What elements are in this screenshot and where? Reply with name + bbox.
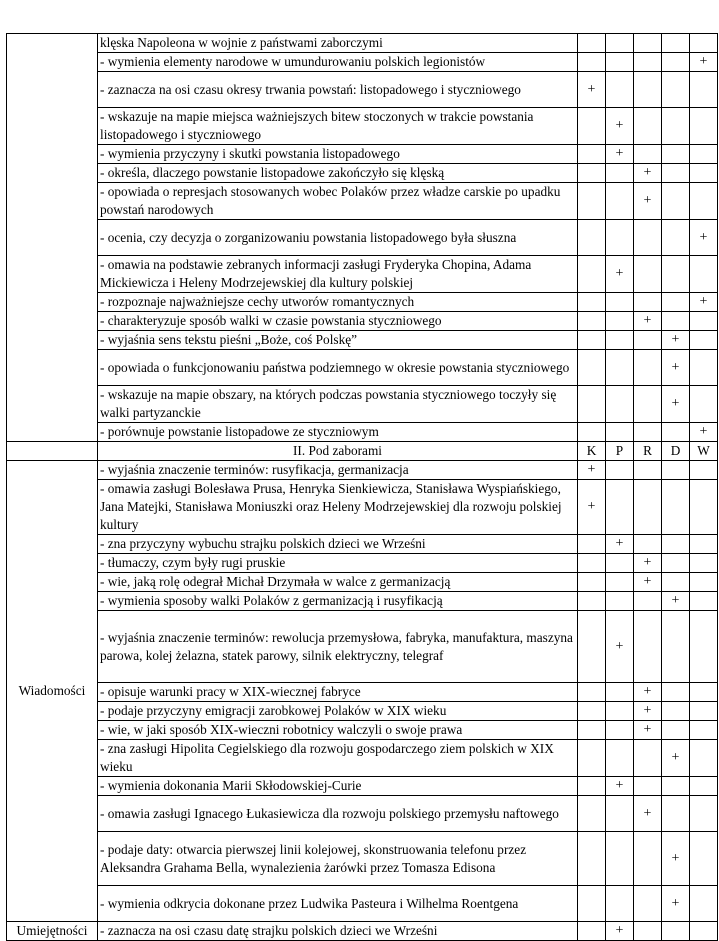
table-row <box>7 535 718 554</box>
level-mark-R <box>634 331 662 350</box>
level-mark-P: + <box>606 256 634 293</box>
level-mark-D <box>662 72 690 108</box>
table-row <box>7 350 718 386</box>
level-mark-K <box>578 183 606 220</box>
level-mark-D <box>662 423 690 442</box>
level-mark-P <box>606 573 634 592</box>
table-row <box>7 480 718 535</box>
category-umiejetnosci: Umiejętności <box>7 922 98 941</box>
requirement-text: - omawia zasługi Bolesława Prusa, Henryka Sienkiewicza, Stanisława Wyspiańskiego, Jana Matejki, Stanisława Moniuszki oraz Heleny Modrzejewskiej dla rozwoju polskiej kultury <box>98 480 578 535</box>
requirement-text: - opisuje warunki pracy w XIX-wiecznej fabryce <box>98 683 578 702</box>
level-mark-W: + <box>690 423 718 442</box>
level-mark-R <box>634 34 662 53</box>
level-mark-K <box>578 535 606 554</box>
table-row <box>7 423 718 442</box>
requirement-text: - rozpoznaje najważniejsze cechy utworów romantycznych <box>98 293 578 312</box>
table-row <box>7 183 718 220</box>
requirement-text: - podaje przyczyny emigracji zarobkowej Polaków w XIX wieku <box>98 702 578 721</box>
level-mark-K <box>578 886 606 922</box>
column-header-K: K <box>578 442 606 461</box>
level-mark-D <box>662 108 690 145</box>
table-row <box>7 312 718 331</box>
level-mark-W <box>690 34 718 53</box>
level-mark-P: + <box>606 611 634 683</box>
requirement-text: - wymienia sposoby walki Polaków z germanizacją i rusyfikacją <box>98 592 578 611</box>
level-mark-W <box>690 256 718 293</box>
level-mark-K <box>578 293 606 312</box>
level-mark-W <box>690 740 718 777</box>
requirement-text: - wskazuje na mapie obszary, na których podczas powstania styczniowego toczyły się walki partyzanckie <box>98 386 578 423</box>
level-mark-W <box>690 611 718 683</box>
level-mark-P: + <box>606 777 634 796</box>
table-row <box>7 331 718 350</box>
requirement-text: - opowiada o represjach stosowanych wobec Polaków przez władze carskie po upadku powstań narodowych <box>98 183 578 220</box>
level-mark-K <box>578 922 606 941</box>
level-mark-W <box>690 721 718 740</box>
level-mark-K <box>578 386 606 423</box>
level-mark-W <box>690 164 718 183</box>
level-mark-P <box>606 34 634 53</box>
level-mark-K: + <box>578 72 606 108</box>
level-mark-R <box>634 535 662 554</box>
level-mark-R <box>634 108 662 145</box>
level-mark-W <box>690 702 718 721</box>
table-row <box>7 683 718 702</box>
level-mark-K <box>578 350 606 386</box>
level-mark-P <box>606 72 634 108</box>
table-row <box>7 832 718 886</box>
level-mark-W <box>690 886 718 922</box>
level-mark-P: + <box>606 922 634 941</box>
level-mark-W <box>690 922 718 941</box>
level-mark-W <box>690 386 718 423</box>
level-mark-D: + <box>662 886 690 922</box>
level-mark-W <box>690 554 718 573</box>
level-mark-P <box>606 832 634 886</box>
level-mark-W <box>690 832 718 886</box>
level-mark-K <box>578 312 606 331</box>
level-mark-W <box>690 312 718 331</box>
level-mark-K: + <box>578 461 606 480</box>
requirement-text: - porównuje powstanie listopadowe ze styczniowym <box>98 423 578 442</box>
level-mark-W: + <box>690 293 718 312</box>
level-mark-K <box>578 796 606 832</box>
level-mark-W <box>690 350 718 386</box>
level-mark-W <box>690 573 718 592</box>
level-mark-W <box>690 777 718 796</box>
requirement-text: - omawia zasługi Ignacego Łukasiewicza dla rozwoju polskiego przemysłu naftowego <box>98 796 578 832</box>
level-mark-W: + <box>690 220 718 256</box>
level-mark-W <box>690 145 718 164</box>
level-mark-D <box>662 53 690 72</box>
level-mark-W <box>690 461 718 480</box>
level-mark-P <box>606 293 634 312</box>
level-mark-W <box>690 480 718 535</box>
table-row <box>7 777 718 796</box>
table-row <box>7 53 718 72</box>
level-mark-D <box>662 611 690 683</box>
empty-cell <box>7 442 98 461</box>
level-mark-W <box>690 331 718 350</box>
level-mark-K <box>578 53 606 72</box>
level-mark-D <box>662 796 690 832</box>
level-mark-P <box>606 164 634 183</box>
level-mark-K: + <box>578 480 606 535</box>
level-mark-R: + <box>634 164 662 183</box>
table-row <box>7 922 718 941</box>
level-mark-K <box>578 256 606 293</box>
level-mark-P <box>606 886 634 922</box>
level-mark-R <box>634 72 662 108</box>
level-mark-R <box>634 293 662 312</box>
requirement-text: - wymienia dokonania Marii Skłodowskiej-Curie <box>98 777 578 796</box>
level-mark-P <box>606 683 634 702</box>
level-mark-K <box>578 702 606 721</box>
column-header-W: W <box>690 442 718 461</box>
table-row <box>7 72 718 108</box>
level-mark-P <box>606 423 634 442</box>
column-header-D: D <box>662 442 690 461</box>
category-cell <box>7 34 98 442</box>
level-mark-K <box>578 164 606 183</box>
level-mark-D: + <box>662 386 690 423</box>
requirement-text: - zna przyczyny wybuchu strajku polskich dzieci we Wrześni <box>98 535 578 554</box>
level-mark-W <box>690 796 718 832</box>
requirement-text: - wie, w jaki sposób XIX-wieczni robotnicy walczyli o swoje prawa <box>98 721 578 740</box>
level-mark-R <box>634 777 662 796</box>
level-mark-P <box>606 350 634 386</box>
column-header-R: R <box>634 442 662 461</box>
level-mark-R <box>634 611 662 683</box>
level-mark-P <box>606 461 634 480</box>
level-mark-D <box>662 312 690 331</box>
table-row <box>7 293 718 312</box>
level-mark-D <box>662 164 690 183</box>
table-row <box>7 461 718 480</box>
level-mark-D <box>662 922 690 941</box>
level-mark-D <box>662 777 690 796</box>
table-row <box>7 164 718 183</box>
level-mark-R: + <box>634 796 662 832</box>
table-row <box>7 592 718 611</box>
level-mark-D <box>662 220 690 256</box>
level-mark-D: + <box>662 740 690 777</box>
level-mark-R: + <box>634 683 662 702</box>
level-mark-D: + <box>662 331 690 350</box>
requirement-text: klęska Napoleona w wojnie z państwami zaborczymi <box>98 34 578 53</box>
table-row <box>7 886 718 922</box>
level-mark-R <box>634 145 662 164</box>
requirement-text: - wyjaśnia znaczenie terminów: rusyfikacja, germanizacja <box>98 461 578 480</box>
level-mark-K <box>578 777 606 796</box>
level-mark-R <box>634 922 662 941</box>
level-mark-P <box>606 702 634 721</box>
requirement-text: - omawia na podstawie zebranych informacji zasługi Fryderyka Chopina, Adama Mickiewicza i Heleny Modrzejewskiej dla kultury polskiej <box>98 256 578 293</box>
table-row <box>7 34 718 53</box>
level-mark-P: + <box>606 108 634 145</box>
table-row <box>7 573 718 592</box>
category-wiadomosci: Wiadomości <box>7 461 98 922</box>
level-mark-P <box>606 220 634 256</box>
level-mark-P <box>606 183 634 220</box>
level-mark-R <box>634 886 662 922</box>
requirement-text: - wie, jaką rolę odegrał Michał Drzymała w walce z germanizacją <box>98 573 578 592</box>
level-mark-W <box>690 535 718 554</box>
level-mark-W <box>690 592 718 611</box>
table-row <box>7 611 718 683</box>
table-row <box>7 220 718 256</box>
level-mark-D <box>662 183 690 220</box>
level-mark-P: + <box>606 145 634 164</box>
requirement-text: - wyjaśnia sens tekstu pieśni „Boże, coś Polskę” <box>98 331 578 350</box>
table-row <box>7 721 718 740</box>
level-mark-D: + <box>662 832 690 886</box>
requirement-text: - tłumaczy, czym były rugi pruskie <box>98 554 578 573</box>
column-header-P: P <box>606 442 634 461</box>
level-mark-P <box>606 592 634 611</box>
level-mark-R: + <box>634 554 662 573</box>
table-row <box>7 796 718 832</box>
level-mark-R <box>634 423 662 442</box>
requirement-text: - charakteryzuje sposób walki w czasie powstania styczniowego <box>98 312 578 331</box>
level-mark-K <box>578 423 606 442</box>
level-mark-K <box>578 832 606 886</box>
level-mark-D <box>662 145 690 164</box>
level-mark-P <box>606 312 634 331</box>
level-mark-D: + <box>662 592 690 611</box>
requirement-text: - wskazuje na mapie miejsca ważniejszych bitew stoczonych w trakcie powstania listopadowego i styczniowego <box>98 108 578 145</box>
level-mark-K <box>578 611 606 683</box>
level-mark-D <box>662 721 690 740</box>
level-mark-K <box>578 721 606 740</box>
level-mark-R <box>634 350 662 386</box>
level-mark-D <box>662 573 690 592</box>
level-mark-K <box>578 592 606 611</box>
level-mark-K <box>578 34 606 53</box>
level-mark-D <box>662 702 690 721</box>
level-mark-K <box>578 740 606 777</box>
level-mark-P <box>606 386 634 423</box>
level-mark-D <box>662 535 690 554</box>
level-mark-W <box>690 683 718 702</box>
level-mark-P: + <box>606 535 634 554</box>
table-row <box>7 702 718 721</box>
requirement-text: - zna zasługi Hipolita Cegielskiego dla rozwoju gospodarczego ziem polskich w XIX wieku <box>98 740 578 777</box>
table-row <box>7 145 718 164</box>
level-mark-K <box>578 554 606 573</box>
level-mark-R: + <box>634 702 662 721</box>
requirement-text: - ocenia, czy decyzja o zorganizowaniu powstania listopadowego była słuszna <box>98 220 578 256</box>
level-mark-R: + <box>634 183 662 220</box>
requirement-text: - wyjaśnia znaczenie terminów: rewolucja przemysłowa, fabryka, manufaktura, maszyna parowa, kolej żelazna, statek parowy, silnik elektryczny, telegraf <box>98 611 578 683</box>
requirement-text: - opowiada o funkcjonowaniu państwa podziemnego w okresie powstania styczniowego <box>98 350 578 386</box>
level-mark-R <box>634 480 662 535</box>
level-mark-K <box>578 683 606 702</box>
level-mark-D <box>662 683 690 702</box>
level-mark-W <box>690 108 718 145</box>
table-row <box>7 740 718 777</box>
level-mark-K <box>578 108 606 145</box>
level-mark-P <box>606 796 634 832</box>
requirement-text: - zaznacza na osi czasu okresy trwania powstań: listopadowego i styczniowego <box>98 72 578 108</box>
requirement-text: - zaznacza na osi czasu datę strajku polskich dzieci we Wrześni <box>98 922 578 941</box>
level-mark-R <box>634 386 662 423</box>
level-mark-P <box>606 53 634 72</box>
level-mark-D <box>662 480 690 535</box>
section-header-row <box>7 442 718 461</box>
level-mark-R <box>634 461 662 480</box>
requirement-text: - podaje daty: otwarcia pierwszej linii kolejowej, skonstruowania telefonu przez Aleksandra Grahama Bella, wynalezienia żarówki przez Tomasza Edisona <box>98 832 578 886</box>
level-mark-K <box>578 331 606 350</box>
level-mark-W <box>690 72 718 108</box>
level-mark-P <box>606 480 634 535</box>
level-mark-W: + <box>690 53 718 72</box>
level-mark-P <box>606 740 634 777</box>
level-mark-R: + <box>634 573 662 592</box>
level-mark-R: + <box>634 721 662 740</box>
requirements-table <box>6 33 718 941</box>
table-row <box>7 108 718 145</box>
level-mark-R: + <box>634 312 662 331</box>
requirement-text: - wymienia odkrycia dokonane przez Ludwika Pasteura i Wilhelma Roentgena <box>98 886 578 922</box>
level-mark-P <box>606 331 634 350</box>
level-mark-R <box>634 592 662 611</box>
level-mark-R <box>634 832 662 886</box>
level-mark-D <box>662 461 690 480</box>
level-mark-K <box>578 145 606 164</box>
level-mark-P <box>606 554 634 573</box>
section-title: II. Pod zaborami <box>98 442 578 461</box>
requirement-text: - wymienia przyczyny i skutki powstania listopadowego <box>98 145 578 164</box>
level-mark-D <box>662 256 690 293</box>
requirement-text: - wymienia elementy narodowe w umundurowaniu polskich legionistów <box>98 53 578 72</box>
level-mark-D <box>662 293 690 312</box>
level-mark-R <box>634 740 662 777</box>
level-mark-D <box>662 554 690 573</box>
table-row <box>7 256 718 293</box>
level-mark-R <box>634 53 662 72</box>
requirement-text: - określa, dlaczego powstanie listopadowe zakończyło się klęską <box>98 164 578 183</box>
level-mark-P <box>606 721 634 740</box>
level-mark-R <box>634 220 662 256</box>
table-row <box>7 554 718 573</box>
level-mark-D: + <box>662 350 690 386</box>
level-mark-K <box>578 220 606 256</box>
level-mark-W <box>690 183 718 220</box>
table-row <box>7 386 718 423</box>
level-mark-R <box>634 256 662 293</box>
level-mark-K <box>578 573 606 592</box>
level-mark-D <box>662 34 690 53</box>
